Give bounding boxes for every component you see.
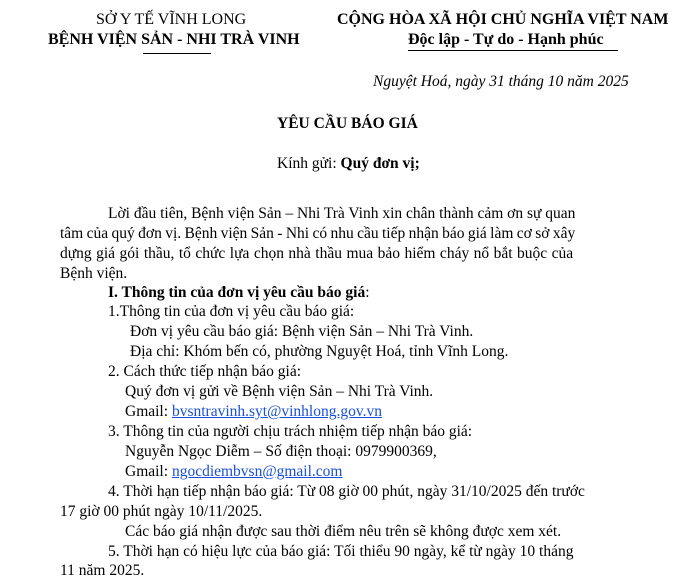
item-4-line-3: Các báo giá nhận được sau thời điểm nêu trên sẽ không được xem xét. bbox=[125, 523, 562, 540]
intro-line-4: Bệnh viện. bbox=[60, 265, 128, 282]
item-5-line-2: 11 năm 2025. bbox=[60, 562, 145, 579]
national-title: CỘNG HÒA XÃ HỘI CHỦ NGHĨA VIỆT NAM bbox=[337, 11, 669, 28]
item-5-line-1: 5. Thời hạn có hiệu lực của báo giá: Tối thiểu 90 ngày, kể từ ngày 10 tháng bbox=[108, 543, 574, 560]
item-2-email-line bbox=[125, 402, 382, 422]
item-3-title: 3. Thông tin của người chịu trách nhiệm tiếp nhận báo giá: bbox=[108, 423, 473, 440]
item-4-line-1: 4. Thời hạn tiếp nhận báo giá: Từ 08 giờ 00 phút, ngày 31/10/2025 đến trước bbox=[108, 483, 585, 500]
item-2-line-1: Quý đơn vị gửi về Bệnh viện Sản – Nhi Trà Vinh. bbox=[125, 383, 434, 400]
section-1-heading-text: I. Thông tin của đơn vị yêu cầu báo giá bbox=[108, 284, 366, 301]
item-1-title: 1.Thông tin của đơn vị yêu cầu báo giá: bbox=[108, 303, 355, 320]
intro-line-1: Lời đầu tiên, Bệnh viện Sản – Nhi Trà Vinh xin chân thành cảm ơn sự quan bbox=[108, 205, 576, 222]
document-title: YÊU CẦU BÁO GIÁ bbox=[277, 115, 418, 132]
item-3-email-label: Gmail: bbox=[125, 463, 172, 480]
greeting-recipient: Quý đơn vị; bbox=[340, 155, 420, 172]
item-3-line-1: Nguyễn Ngọc Diễm – Số điện thoại: 0979900369, bbox=[125, 443, 437, 460]
ministry-name: SỞ Y TẾ VĨNH LONG bbox=[96, 11, 247, 28]
contact-email-link[interactable]: ngocdiembvsn@gmail.com bbox=[171, 463, 343, 480]
item-2-title: 2. Cách thức tiếp nhận báo giá: bbox=[108, 363, 302, 380]
intro-line-2: tâm của quý đơn vị. Bệnh viện Sản - Nhi có nhu cầu tiếp nhận báo giá làm cơ sở xây bbox=[60, 225, 576, 242]
motto-underline bbox=[408, 50, 618, 51]
item-3-email-line bbox=[125, 462, 342, 482]
item-2-email-label: Gmail: bbox=[125, 403, 172, 420]
intro-line-3: dựng giá gói thầu, tổ chức lựa chọn nhà thầu mua bảo hiểm cháy nổ bắt buộc của bbox=[60, 245, 574, 262]
item-4-line-2: 17 giờ 00 phút ngày 10/11/2025. bbox=[60, 503, 263, 520]
greeting bbox=[277, 154, 420, 174]
national-motto: Độc lập - Tự do - Hạnh phúc bbox=[408, 31, 604, 48]
date-line: Nguyệt Hoá, ngày 31 tháng 10 năm 2025 bbox=[373, 73, 629, 90]
greeting-prefix: Kính gửi: bbox=[277, 155, 341, 172]
item-1-line-1: Đơn vị yêu cầu báo giá: Bệnh viện Sản – Nhi Trà Vinh. bbox=[130, 323, 474, 340]
section-1-heading bbox=[108, 283, 370, 303]
hospital-email-link[interactable]: bvsntravinh.syt@vinhlong.gov.vn bbox=[171, 403, 382, 420]
hospital-name: BỆNH VIỆN SẢN - NHI TRÀ VINH bbox=[48, 31, 300, 48]
item-1-line-2: Địa chỉ: Khóm bến có, phường Nguyệt Hoá, tỉnh Vĩnh Long. bbox=[130, 343, 509, 360]
left-header-underline bbox=[143, 53, 211, 54]
section-1-heading-colon: : bbox=[365, 284, 370, 301]
